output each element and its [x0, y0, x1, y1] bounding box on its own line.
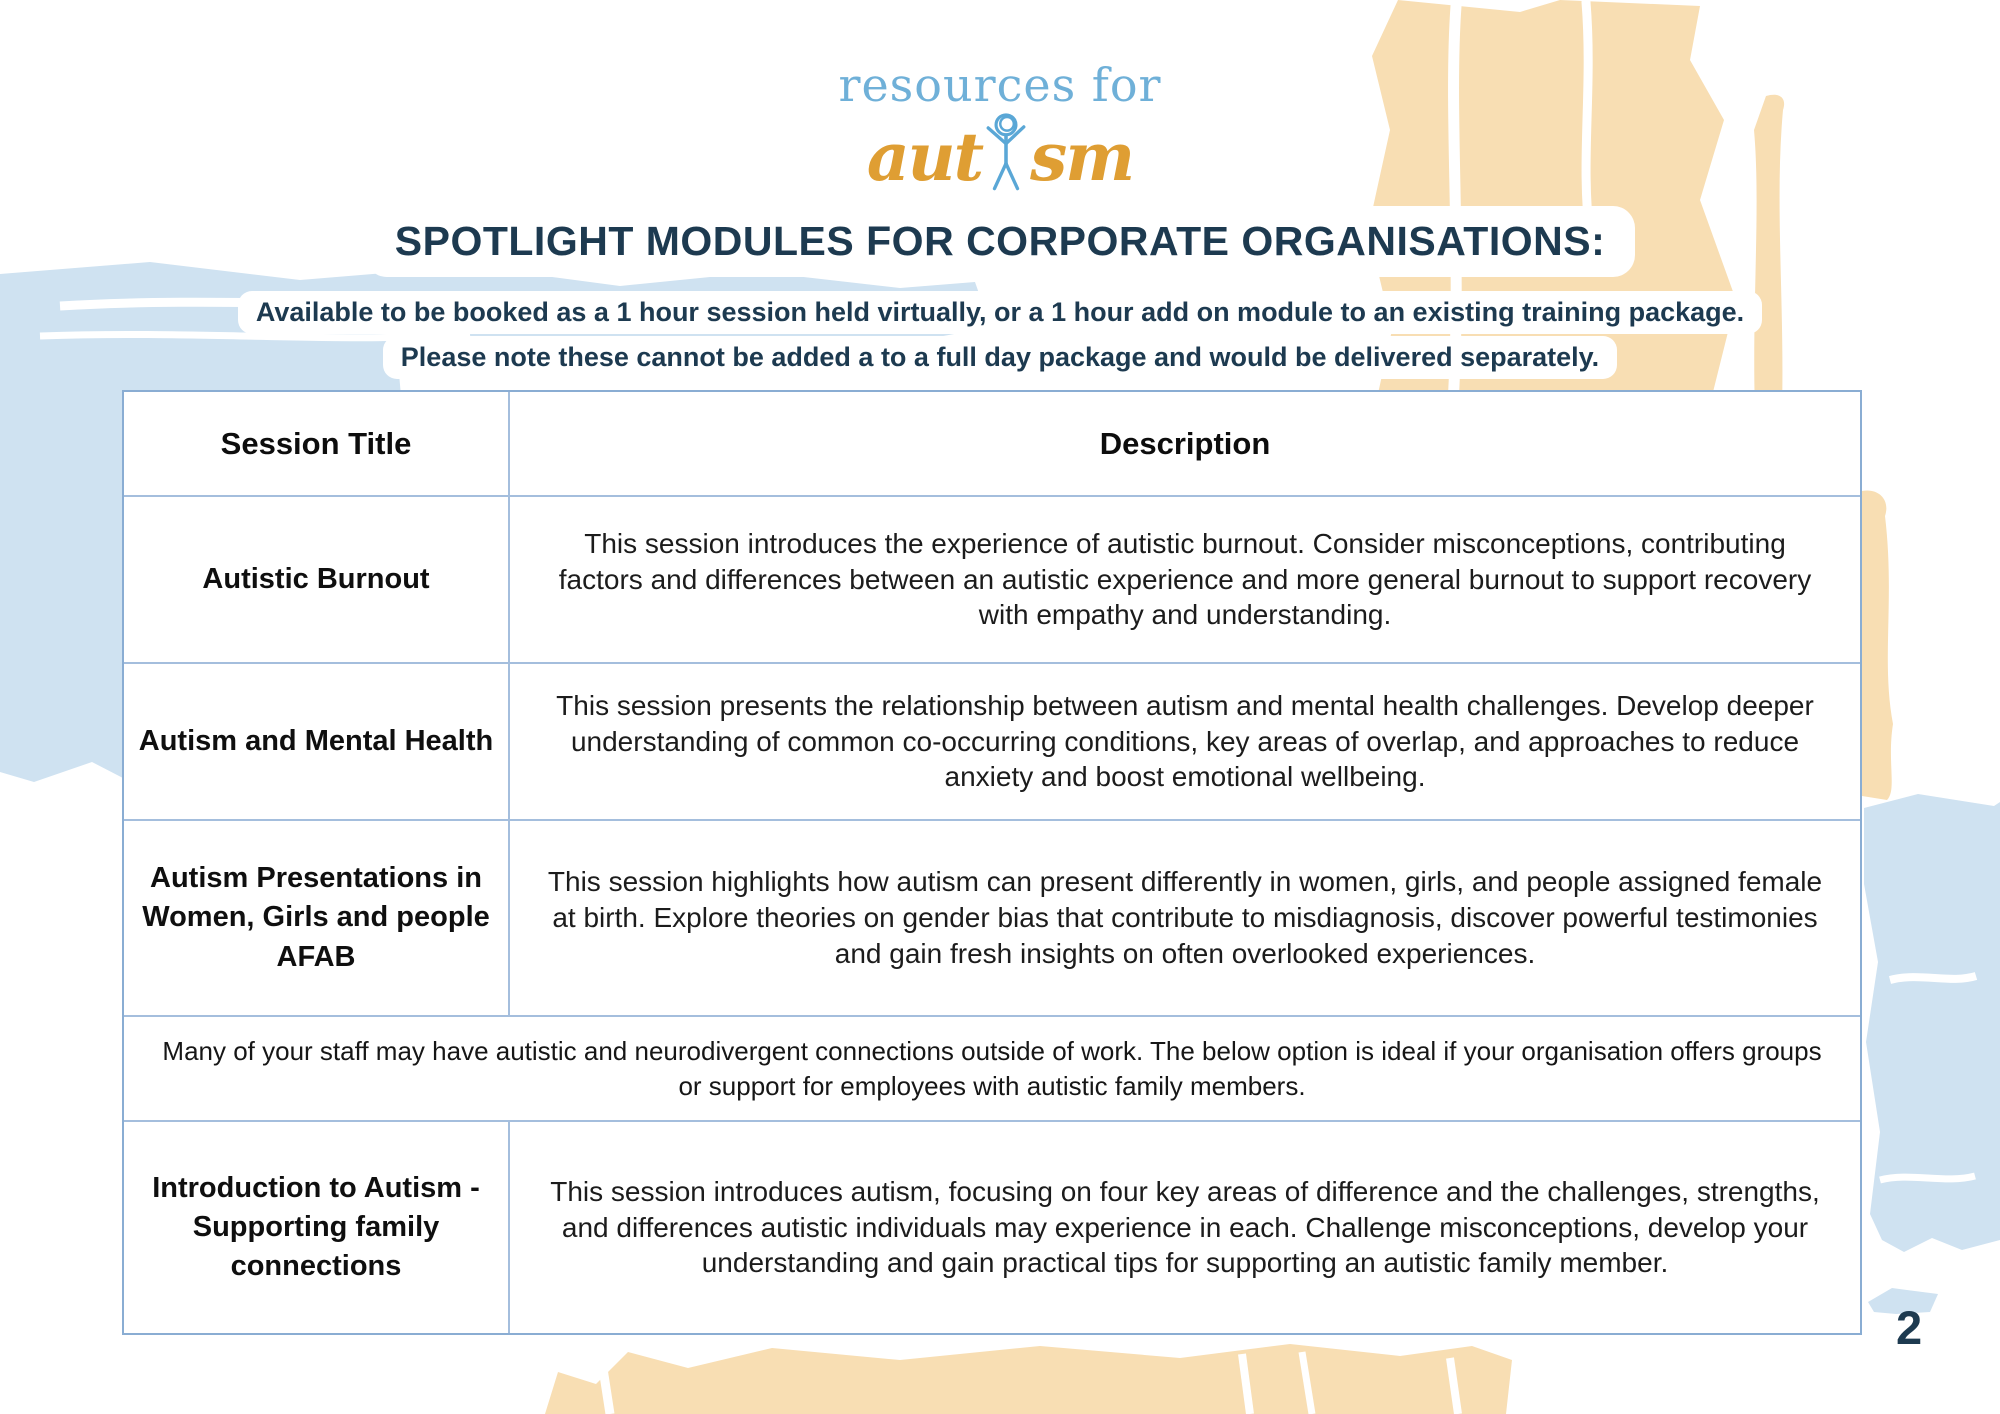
table-header-row [124, 392, 1860, 497]
session-description-cell: This session introduces autism, focusing on four key areas of difference and the challenges, strengths, and differences autistic individuals may experience in each. Challenge misconceptions, develop your understanding and gain practical tips for supporting an autistic family member. [510, 1122, 1860, 1333]
logo [0, 58, 2000, 196]
session-title-cell: Autism and Mental Health [124, 664, 510, 819]
logo-text-top: resources for [838, 58, 1162, 112]
blue-brush-right [1864, 794, 2000, 1252]
stick-figure-icon [983, 110, 1029, 194]
page-number: 2 [1896, 1301, 1923, 1354]
sessions-table [122, 390, 1862, 1335]
intro-text [0, 290, 2000, 380]
session-title-cell: Autistic Burnout [124, 497, 510, 662]
table-note-row [124, 1017, 1860, 1122]
table-row [124, 497, 1860, 664]
table-note-text: Many of your staff may have autistic and neurodivergent connections outside of work. The below option is ideal if your organisation offers groups or support for employees with autistic family members. [124, 1017, 1860, 1120]
intro-line-1: Available to be booked as a 1 hour session held virtually, or a 1 hour add on module to an existing training package. [238, 291, 1762, 334]
session-title-cell: Autism Presentations in Women, Girls and people AFAB [124, 821, 510, 1015]
table-row [124, 664, 1860, 821]
peach-brush-bottom [545, 1344, 1512, 1414]
heading-row [0, 206, 2000, 277]
table-row [124, 1122, 1860, 1333]
table-row [124, 821, 1860, 1017]
session-description-cell: This session introduces the experience of autistic burnout. Consider misconceptions, contributing factors and differences between an autistic experience and more general burnout to support recovery with empathy and understanding. [510, 497, 1860, 662]
page-title: SPOTLIGHT MODULES FOR CORPORATE ORGANISATIONS: [365, 206, 1635, 277]
logo-word-start: aut [866, 118, 983, 196]
session-description-cell: This session presents the relationship between autism and mental health challenges. Develop deeper understanding of common co-occurring conditions, key areas of overlap, and approaches to reduce anxiety and boost emotional wellbeing. [510, 664, 1860, 819]
logo-text-bottom [0, 110, 2000, 196]
intro-line-2: Please note these cannot be added a to a full day package and would be delivered separately. [383, 336, 1617, 379]
column-header-session-title: Session Title [124, 392, 510, 495]
session-description-cell: This session highlights how autism can present differently in women, girls, and people assigned female at birth. Explore theories on gender bias that contribute to misdiagnosis, discover powerful testimonies and gain fresh insights on often overlooked experiences. [510, 821, 1860, 1015]
session-title-cell: Introduction to Autism - Supporting family connections [124, 1122, 510, 1333]
logo-word-end: sm [1030, 118, 1134, 196]
column-header-description: Description [510, 392, 1860, 495]
